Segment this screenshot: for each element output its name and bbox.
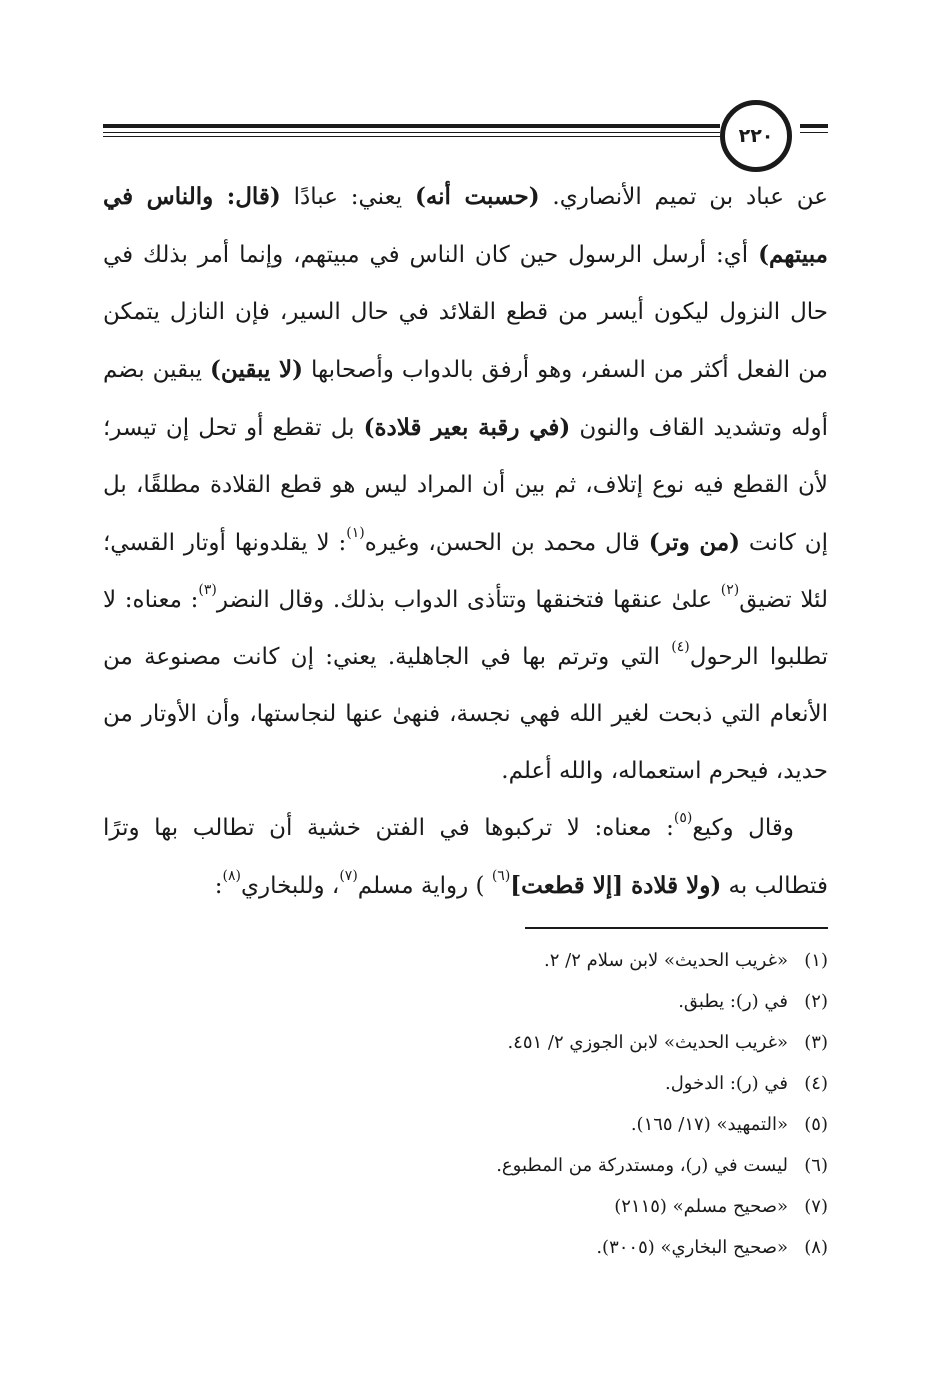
text-run: ) رواية مسلم <box>357 873 492 899</box>
text-run: التي وترتم بها في الجاهلية. يعني: إن كانت مصنوعة من الأنعام التي ذبحت لغير الله فهي نجسة، فنهىٰ عنها لنجاستها، وأن الأوتار من حديد، فيحرم استعماله، والله أعلم. <box>103 644 828 784</box>
paragraph-1 <box>103 168 828 800</box>
footnote-text: «صحيح مسلم» (٢١١٥) <box>614 1196 788 1217</box>
footnote-text: ليست في (ر)، ومستدركة من المطبوع. <box>496 1155 788 1176</box>
footnote-ref: (٦) <box>491 868 511 885</box>
footnote-number: (٨) <box>804 1237 828 1258</box>
footnote-number: (٥) <box>804 1114 828 1135</box>
footnote-number: (١) <box>804 950 828 971</box>
footnote-ref: (٣) <box>198 582 217 599</box>
text-run: علىٰ عنقها فتخنقها وتتأذى الدواب بذلك. وقال النضر <box>216 587 721 613</box>
bold-text: (قال: والناس في مبيتهم) <box>103 183 828 268</box>
header-rule-right-thin <box>800 132 828 133</box>
footnote-item <box>103 1227 828 1268</box>
footnote-text: «غريب الحديث» لابن الجوزي ٢/ ٤٥١. <box>507 1032 788 1053</box>
footnote-number: (٧) <box>804 1196 828 1217</box>
footnote-text: في (ر): يطبق. <box>678 991 788 1012</box>
footnote-ref: (١) <box>346 525 365 542</box>
text-run: عن عباد بن تميم الأنصاري. <box>539 184 828 210</box>
footnote-item <box>103 981 828 1022</box>
text-run: يعني: عبادًا <box>280 184 415 210</box>
footnote-text: «التمهيد» (١٧/ ١٦٥). <box>630 1114 788 1135</box>
text-run: : معناه: لا تركبوها في الفتن خشية أن تطالب بها وترًا فتطالب به <box>103 815 828 899</box>
footnote-text: «غريب الحديث» لابن سلام ٢/ ٢. <box>544 950 788 971</box>
footnote-number: (٢) <box>804 991 828 1012</box>
footnote-item <box>103 1104 828 1145</box>
header-rule-thin <box>103 132 720 133</box>
footnote-text: في (ر): الدخول. <box>664 1073 788 1094</box>
footnote-number: (٤) <box>804 1073 828 1094</box>
footnote-separator <box>525 927 828 929</box>
footnote-item <box>103 940 828 981</box>
footnote-ref: (٥) <box>673 810 693 827</box>
text-run: قال محمد بن الحسن، وغيره <box>364 530 649 556</box>
bold-text: (من وتر) <box>648 529 741 556</box>
bold-text: (ولا قلادة [إلا قطعت] <box>510 872 722 899</box>
footnote-text: «صحيح البخاري» (٣٠٠٥). <box>596 1237 788 1258</box>
main-text <box>103 168 828 915</box>
header-rule-thin-2 <box>103 136 720 137</box>
text-run: : لا يقلدونها أوتار القسي؛ لئلا تضيق <box>103 530 828 613</box>
text-run: ، وللبخاري <box>240 873 340 899</box>
header-rule-right <box>800 124 828 128</box>
text-run: : معناه: لا تطلبوا الرحول <box>103 587 828 670</box>
footnotes-list <box>103 940 828 1268</box>
footnote-item <box>103 1022 828 1063</box>
text-run: وقال وكيع <box>692 815 794 841</box>
footnote-number: (٦) <box>804 1155 828 1176</box>
page-number: ٢٢٠ <box>720 100 792 172</box>
footnote-item <box>103 1186 828 1227</box>
footnote-ref: (٨) <box>222 868 241 885</box>
text-run: بل تقطع أو تحل إن تيسر؛ لأن القطع فيه نوع إتلاف، ثم بين أن المراد ليس هو قطع القلادة مطلقًا، بل إن كانت <box>103 415 828 556</box>
paragraph-2 <box>103 800 828 915</box>
footnote-ref: (٢) <box>720 582 740 599</box>
footnote-item <box>103 1063 828 1104</box>
footnote-item <box>103 1145 828 1186</box>
footnote-number: (٣) <box>804 1032 828 1053</box>
text-run: أي: أرسل الرسول حين كان الناس في مبيتهم، وإنما أمر بذلك في حال النزول ليكون أيسر من قطع القلائد في حال السير، فإن النازل يتمكن من الفعل أكثر من السفر، وهو أرفق بالدواب وأصحابها <box>103 242 828 383</box>
footnote-ref: (٤) <box>671 639 690 656</box>
text-run: : <box>214 873 223 899</box>
bold-text: (في رقبة بعير قلادة) <box>363 414 571 441</box>
footnote-ref: (٧) <box>339 868 358 885</box>
bold-text: (لا يبقين) <box>210 356 304 383</box>
header-rule-thick <box>103 124 720 128</box>
bold-text: (حسبت أنه) <box>414 183 540 210</box>
text-run: يبقين بضم أوله وتشديد القاف والنون <box>103 357 828 441</box>
